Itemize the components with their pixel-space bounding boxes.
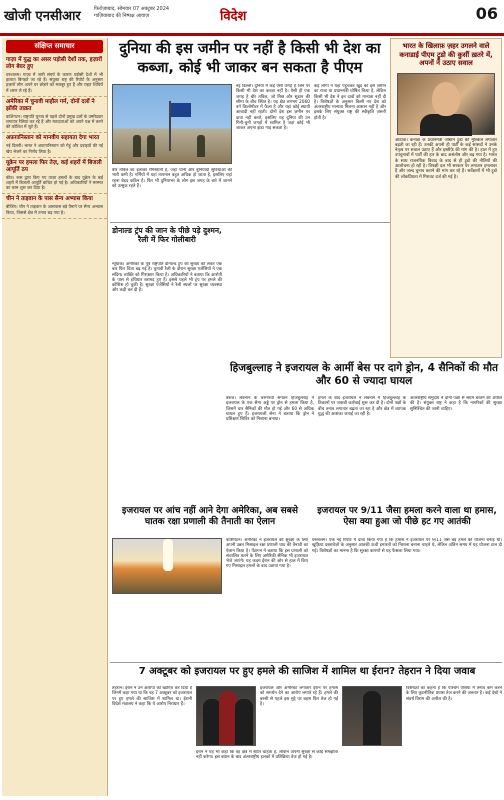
brief-body: कीव। रूस द्वारा किए गए ताज़ा हमलों के बाद यूक्रेन के कई शहरों में बिजली आपूर्ति बाधित हो गई है। अधिकारियों ने मरम्मत का काम शुरू कर दिया है। xyxy=(6,174,103,191)
iran-column-4: ईरान ने यह भी कहा कि वह क्षेत्र में शांति चाहता है, लेकिन अपनी सुरक्षा से कोई समझौता नहीं करेगा। इस बयान के बाद अंतरराष्ट्रीय हलकों में प्रतिक्रिया तेज़ हो गई है। xyxy=(196,750,338,761)
person-face xyxy=(432,82,460,116)
brief-item xyxy=(2,194,107,218)
sidebar-heading: संक्षिप्त समाचार xyxy=(6,40,103,53)
section-divider xyxy=(110,662,502,663)
hamas-body: यरुशलम। एक नई रिपोर्ट में दावा किया गया है कि हमास ने इजरायल पर 9/11 जैसे बड़े हमले की योजना बनाई थी। खुफ़िया दस्तावेज़ों के अनुसार आतंकी ऊंची इमारतों को निशाना बनाना चाहते थे, लेकिन अंतिम समय में यह योजना टाल दी गई। विशेषज्ञों का मानना है कि सुरक्षा कारणों से यह फैसला लिया गया। xyxy=(312,538,502,554)
brief-body: नई दिल्ली। भारत ने अफ़ग़ानिस्तान को गेहूं और दवाइयों की नई खेप भेजने का निर्णय लिया है। xyxy=(6,143,103,154)
brief-item xyxy=(2,97,107,134)
brief-title: अफ़ग़ानिस्तान को मानवीय सहायता देगा भारत xyxy=(6,135,100,142)
hezbollah-column-3: अंतरराष्ट्रीय समुदाय ने दोनों पक्षों से संयम बरतने की अपील की है। संयुक्त राष्ट्र ने कहा है कि नागरिकों की सुरक्षा सुनिश्चित की जानी चाहिए। xyxy=(410,396,502,412)
trump-body: न्यूयॉर्क। अमेरिका के पूर्व राष्ट्रपति डोनाल्ड ट्रंप की सुरक्षा को लेकर एक बार फिर चिंता बढ़ गई है। चुनावी रैली के दौरान सुरक्षा एजेंसियों ने एक संदिग्ध व्यक्ति को गिरफ़्तार किया है। अधिकारियों ने बताया कि आरोपी के पास से हथियार बरामद हुए हैं। इससे पहले भी ट्रंप पर हमले की कोशिश हो चुकी है। सुरक्षा एजेंसियों ने रैली स्थलों पर सुरक्षा व्यवस्था और कड़ी कर दी है। xyxy=(112,262,222,294)
flag xyxy=(171,103,191,117)
hezbollah-headline: हिजबुल्लाह ने इजरायल के आर्मी बेस पर दागे ड्रोन, 4 सैनिकों की मौत और 60 से ज्यादा घायल xyxy=(229,362,499,388)
brief-body: बीजिंग। चीन ने ताइवान के आसपास बड़े पैमाने पर सैन्य अभ्यास किया, जिससे क्षेत्र में तनाव बढ़ गया है। xyxy=(6,204,103,215)
person-figure xyxy=(147,135,155,157)
brief-item xyxy=(2,158,107,195)
lead-headline: दुनिया की इस जमीन पर नहीं है किसी भी देश का कब्जा, कोई भी जाकर बन सकता है पीएम xyxy=(119,41,381,76)
missile-trail xyxy=(163,539,173,571)
thaad-headline: इजरायल पर आंच नहीं आने देगा अमेरिका, अब सबसे घातक रक्षा प्रणाली की तैनाती का ऐलान xyxy=(122,506,298,528)
trump-headline: डोनाल्ड ट्रंप की जान के पीछे पड़े दुश्मन, रैली में फिर गोलीबारी xyxy=(112,226,222,245)
news-brief-sidebar xyxy=(2,38,108,796)
newspaper-brand: खोजी एनसीआर xyxy=(4,9,81,24)
dateline-date: फिरोज़ाबाद, सोमवार 07 अक्टूबर 2024 xyxy=(94,6,170,12)
brief-title: अमेरिका में चुनावी माहौल गर्म, दोनों दलों ने झोंकी ताक़त xyxy=(6,98,95,112)
thaad-body: वाशिंगटन। अमेरिका ने इजरायल की सुरक्षा के लिए अपनी उन्नत मिसाइल रक्षा प्रणाली थाड की तैनाती का ऐलान किया है। पेंटागन ने बताया कि इस प्रणाली को संचालित करने के लिए अमेरिकी सैनिक भी इजरायल भेजे जाएंगे। यह कदम ईरान की ओर से हाल में किए गए मिसाइल हमलों के बाद उठाया गया है। xyxy=(226,538,308,570)
trudeau-story-box xyxy=(390,38,502,358)
person-suit xyxy=(420,114,472,136)
lead-photo xyxy=(112,84,232,164)
hamas-headline: इजरायल पर 9/11 जैसा हमला करने वाला था हमास, ऐसा क्या हुआ जो पीछे हट गए आतंकी xyxy=(317,506,497,528)
lead-column-2: कई लोगों ने यहां पहुंचकर खुद को इस ज़मीन का राजा या प्रधानमंत्री घोषित किया है, लेकिन किसी भी देश ने इन दावों को मान्यता नहीं दी है। विशेषज्ञों के अनुसार किसी नए देश को अंतरराष्ट्रीय मान्यता मिलना आसान नहीं है और इसके लिए संयुक्त राष्ट्र की स्वीकृति ज़रूरी होती है। xyxy=(314,84,386,121)
person-figure xyxy=(363,691,381,745)
page-number: 06 xyxy=(475,4,498,23)
person-figure xyxy=(133,135,141,157)
iran-column-2: इजरायल और अमेरिका लगातार ईरान पर हमास को समर्थन देने का आरोप लगाते रहे हैं। हमले की बरसी से पहले इस मुद्दे पर बहस फिर तेज़ हो गई है। xyxy=(260,686,338,707)
section-title: विदेश xyxy=(220,9,247,24)
brief-body: वाशिंगटन। राष्ट्रपति चुनाव से पहले दोनों प्रमुख दलों के उम्मीदवार लगातार रैलियां कर रहे हैं और मतदाताओं को अपने पक्ष में करने की कोशिश में जुटे हैं। xyxy=(6,113,103,130)
person-figure xyxy=(235,699,253,745)
missile-photo xyxy=(112,538,222,594)
trudeau-body: ओटावा। कनाडा के प्रधानमंत्री जस्टिन ट्रूडो की मुश्किलें लगातार बढ़ती जा रही हैं। उनकी अपनी ही पार्टी के कई सांसदों ने उनके नेतृत्व पर सवाल उठाए हैं और इस्तीफ़े की मांग की है। हाल में हुए उपचुनावों में पार्टी की हार के बाद असंतोष और बढ़ गया है। भारत के साथ राजनयिक विवाद के बाद से ही ट्रूडो की नीतियों की आलोचना हो रही है। विपक्षी दल भी सरकार पर लगातार हमलावर हैं और जल्द चुनाव कराने की मांग कर रहे हैं। सर्वेक्षणों में भी ट्रूडो की लोकप्रियता में गिरावट दर्ज की गई है। xyxy=(395,137,497,180)
brief-title: गाज़ा में युद्ध का असर पड़ोसी देशों तक, हज़ारों लोग बेघर हुए xyxy=(6,57,102,70)
dateline xyxy=(94,6,214,20)
brief-title: चीन ने ताइवान के पास सैन्य अभ्यास किया xyxy=(6,196,93,203)
hezbollah-column-2: हमले के बाद इजरायल ने लेबनान में हिजबुल्लाह के ठिकानों पर जवाबी कार्रवाई शुरू कर दी है। दोनों पक्षों के बीच तनाव लगातार बढ़ता जा रहा है और क्षेत्र में व्यापक युद्ध की आशंका जताई जा रही है। xyxy=(318,396,406,417)
masthead xyxy=(0,0,504,36)
lead-column-1: नई दिल्ली। दुनिया में कई ऐसी जगहें हैं जिन पर किसी भी देश का कब्ज़ा नहीं है। ऐसी ही एक जगह है बीर तविल, जो मिस्र और सूडान की सीमा के बीच स्थित है। यह क्षेत्र लगभग 2060 वर्ग किलोमीटर में फैला है और यहां कोई स्थायी आबादी नहीं रहती। दोनों देश इस ज़मीन पर दावा नहीं करते, इसलिए यह दुनिया की उन गिनी-चुनी जगहों में शामिल है जहां कोई भी जाकर अपना झंडा गाड़ सकता है। xyxy=(236,84,310,132)
brief-title: यूक्रेन पर हमला फिर तेज़, कई शहरों में बिजली आपूर्ति ठप xyxy=(6,159,102,173)
brief-item xyxy=(2,55,107,97)
dateline-tagline: गाज़ियाबाद की निष्पक्ष आवाज़ xyxy=(94,13,150,19)
lead-column-3: बीर तविल का इलाका रेगिस्तानी है, जहां पानी और बुनियादी सुविधाओं की भारी कमी है। गर्मियों में यहां तापमान बहुत अधिक हो जाता है, इसलिए यहां रहना बेहद कठिन है। फिर भी दुनियाभर के लोग इस जगह के बारे में जानने को उत्सुक रहते हैं। xyxy=(112,168,232,189)
brief-item xyxy=(2,133,107,157)
person-figure xyxy=(197,135,205,157)
leader-photo xyxy=(342,686,402,746)
protest-photo xyxy=(196,686,256,746)
iran-column-3: विशेषज्ञों का कहना है कि पश्चिम एशिया में तनाव कम करने के लिए कूटनीतिक प्रयास तेज़ करने की ज़रूरत है। कई देशों ने संघर्ष विराम की अपील की है। xyxy=(406,686,502,702)
trudeau-photo xyxy=(397,73,495,135)
iran-column-1: तेहरान। ईरान ने उन आरोपों को खारिज कर दिया है जिनमें कहा गया था कि वह 7 अक्टूबर को इजरायल पर हुए हमले की साजिश में शामिल था। ईरानी विदेश मंत्रालय ने कहा कि ये आरोप निराधार हैं। xyxy=(112,686,192,707)
section-divider xyxy=(110,222,390,223)
iran-headline: 7 अक्टूबर को इजरायल पर हुए हमले की साजिश में शामिल था ईरान? तेहरान ने दिया जवाब xyxy=(138,666,476,677)
hezbollah-column-1: बेरूत। लेबनान के चरमपंथी संगठन हिजबुल्लाह ने इजरायल के एक सैन्य अड्डे पर ड्रोन से हमला किया है, जिसमें चार सैनिकों की मौत हो गई और 60 से अधिक घायल हुए हैं। इजरायली सेना ने बताया कि ड्रोन ने प्रशिक्षण शिविर को निशाना बनाया। xyxy=(226,396,314,423)
trudeau-headline: भारत के खिलाफ़ ज़हर उगलने वाले कनाडाई पीएम ट्रूडो की कुर्सी ख़तरे में, अपनों ने उठाए सवाल xyxy=(399,42,493,67)
brief-body: यरुशलम। गाज़ा में जारी संघर्ष के कारण पड़ोसी देशों में भी हालात बिगड़ते जा रहे हैं। संयुक्त राष्ट्र की रिपोर्ट के अनुसार हज़ारों लोग अपने घर छोड़ने को मजबूर हुए हैं और राहत शिविरों में शरण ले रहे हैं। xyxy=(6,72,103,93)
